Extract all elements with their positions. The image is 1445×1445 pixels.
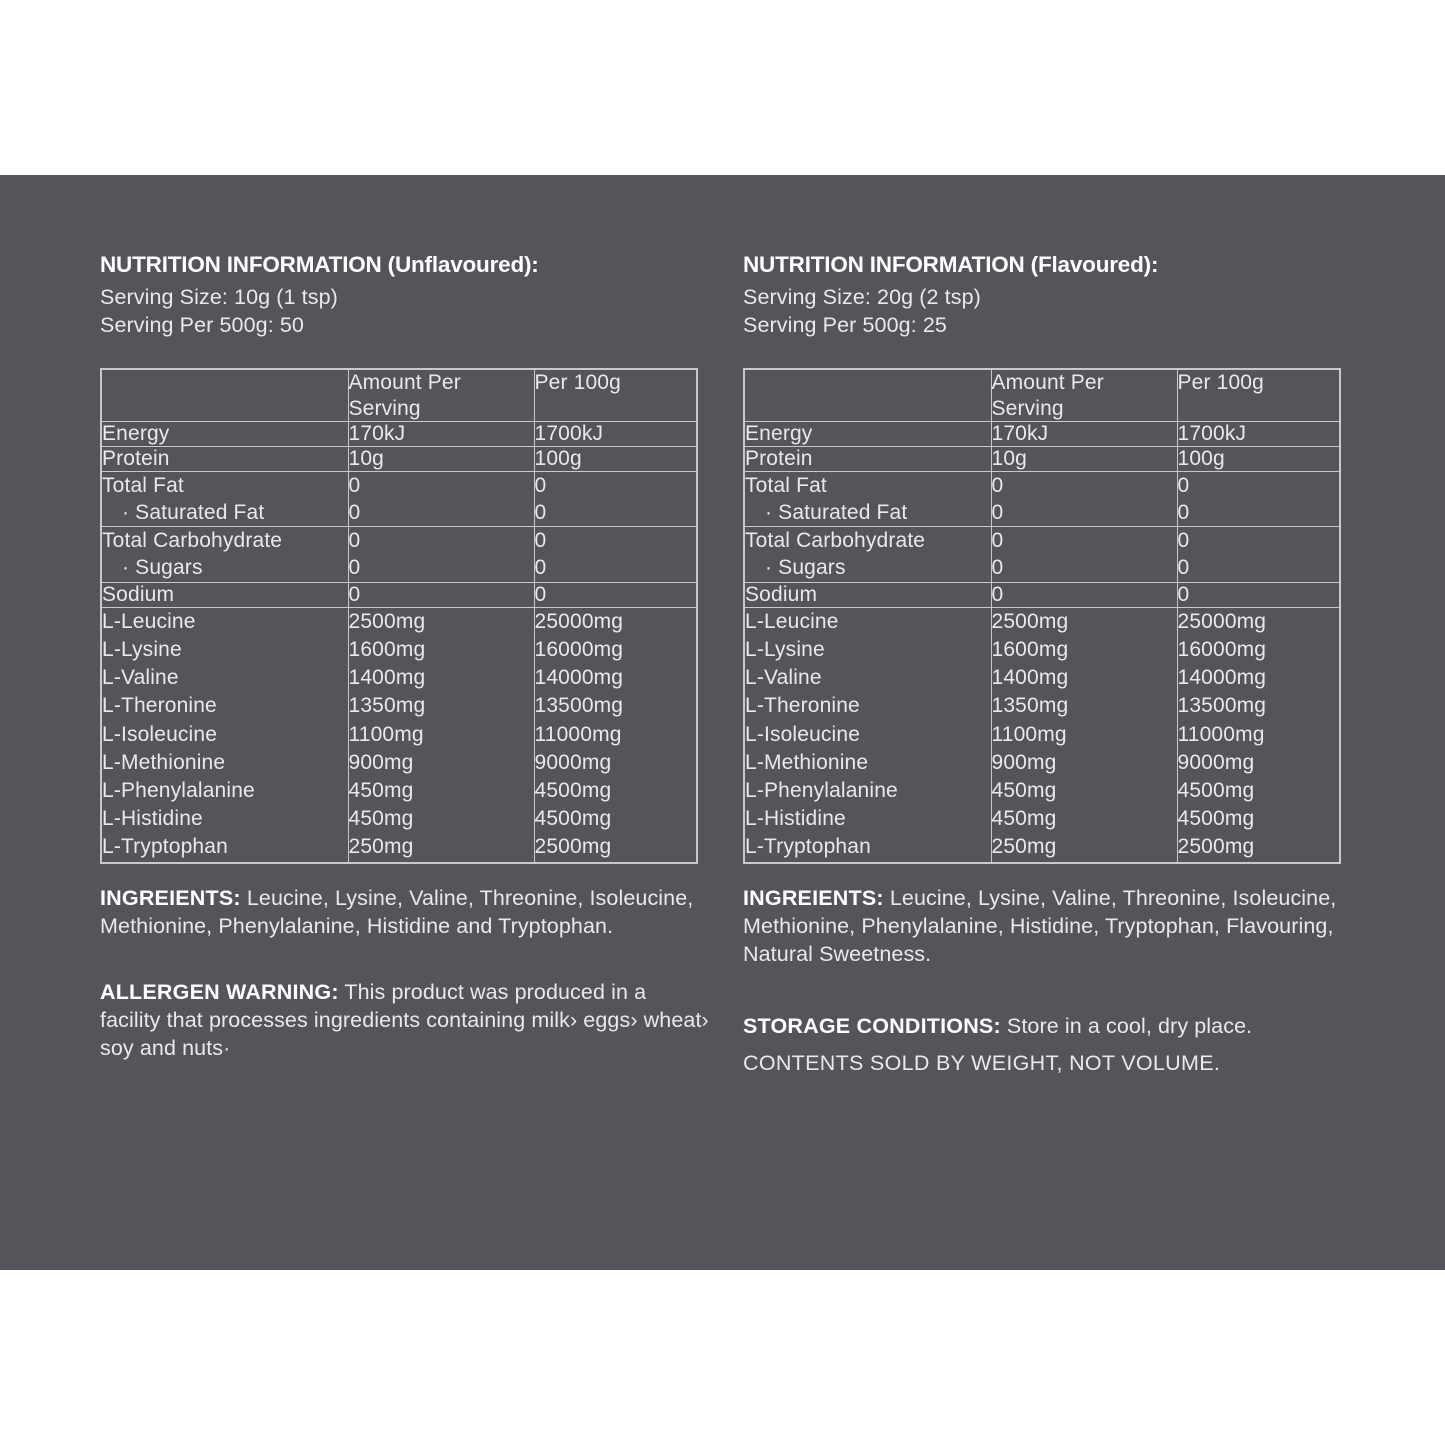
amino-serving: 1400mg: [348, 666, 426, 690]
ingredients-heading: INGREIENTS:: [743, 885, 884, 910]
label-total-carbohydrate: Total Carbohydrate: [102, 529, 283, 553]
amino-per100g: 16000mg: [534, 637, 624, 661]
amino-serving: 1400mg: [991, 666, 1069, 690]
serving-size-flavoured: Serving Size: 20g (2 tsp): [743, 285, 981, 309]
header-line-1: Amount Per: [348, 371, 461, 395]
storage-text: [743, 1012, 1355, 1040]
label-sugars-text: Sugars: [135, 556, 203, 580]
allergen-heading: ALLERGEN WARNING:: [100, 979, 339, 1004]
row-serving-total-carbohydrate: [991, 527, 1177, 582]
amino-name: L-Theronine: [102, 694, 217, 718]
amino-acid-per100g-values: [1177, 607, 1340, 863]
row-serving-energy: 170kJ: [348, 422, 534, 447]
amino-name: L-Tryptophan: [102, 835, 228, 859]
ingredients-body: Leucine, Lysine, Valine, Threonine, Isoleucine, Methionine, Phenylalanine, Histidine and Tryptophan.: [100, 885, 694, 938]
row-per100g-total-carbohydrate: [534, 527, 697, 582]
row-serving-energy: 170kJ: [991, 422, 1177, 447]
table-row-total-carbohydrate: [744, 527, 1340, 582]
bullet-icon: ·: [765, 556, 773, 580]
nutrition-title-unflavoured: NUTRITION INFORMATION (Unflavoured):: [100, 252, 539, 277]
amino-per100g: 9000mg: [534, 750, 612, 774]
header-line-1: Amount Per: [991, 371, 1104, 395]
amino-per100g: 4500mg: [534, 807, 612, 831]
amino-name: L-Phenylalanine: [745, 778, 898, 802]
amino-name: L-Methionine: [102, 750, 226, 774]
table-row-energy: [744, 422, 1340, 447]
amino-per100g: 13500mg: [534, 694, 624, 718]
value-total-carbohydrate-serving: 0: [348, 529, 361, 553]
ingredients-block-flavoured: [743, 884, 1355, 968]
value-total-carbohydrate-per100g: 0: [1177, 529, 1190, 553]
amino-serving: 1100mg: [991, 722, 1067, 746]
header-per-100g: Per 100g: [534, 369, 697, 422]
table-header-row: [744, 369, 1340, 422]
row-per100g-energy: 1700kJ: [1177, 422, 1340, 447]
value-total-fat-per100g: 0: [534, 474, 547, 498]
value-total-fat-serving: 0: [348, 474, 361, 498]
allergen-block-unflavoured: [100, 978, 712, 1062]
table-row-sodium: [101, 582, 697, 607]
value-total-fat-serving: 0: [991, 474, 1004, 498]
value-sugars-serving: 0: [991, 556, 1004, 580]
table-row-sodium: [744, 582, 1340, 607]
table-row-total-fat: [744, 472, 1340, 527]
value-saturated-fat-per100g: 0: [1177, 501, 1190, 525]
amino-acid-per100g-values: [534, 607, 697, 863]
row-per100g-protein: 100g: [1177, 447, 1340, 472]
amino-name: L-Leucine: [102, 609, 196, 633]
amino-acid-serving-values: [991, 607, 1177, 863]
row-per100g-sodium: 0: [1177, 582, 1340, 607]
nutrition-table-flavoured: [743, 368, 1341, 864]
row-serving-protein: 10g: [991, 447, 1177, 472]
label-sugars: [102, 554, 348, 581]
row-label-total-carbohydrate: [101, 527, 348, 582]
amino-serving: 250mg: [991, 835, 1057, 859]
table-row-amino-acids: [101, 607, 697, 863]
amino-per100g: 14000mg: [1177, 666, 1267, 690]
table-header-row: [101, 369, 697, 422]
bullet-icon: ·: [122, 556, 130, 580]
row-serving-total-fat: [348, 472, 534, 527]
row-label-sodium: Sodium: [101, 582, 348, 607]
row-label-energy: Energy: [744, 422, 991, 447]
row-serving-total-fat: [991, 472, 1177, 527]
amino-serving: 900mg: [348, 750, 414, 774]
header-per-100g: Per 100g: [1177, 369, 1340, 422]
amino-per100g: 4500mg: [1177, 807, 1255, 831]
row-per100g-protein: 100g: [534, 447, 697, 472]
label-saturated-fat-text: Saturated Fat: [778, 501, 908, 525]
value-total-fat-per100g: 0: [1177, 474, 1190, 498]
row-serving-sodium: 0: [348, 582, 534, 607]
amino-serving: 450mg: [991, 807, 1057, 831]
ingredients-text-flavoured: [743, 884, 1355, 968]
storage-body: Store in a cool, dry place.: [1000, 1014, 1253, 1039]
amino-name: L-Leucine: [745, 609, 839, 633]
nutrition-title-flavoured: NUTRITION INFORMATION (Flavoured):: [743, 252, 1159, 277]
amino-per100g: 14000mg: [534, 666, 624, 690]
row-serving-total-carbohydrate: [348, 527, 534, 582]
nutrition-table-unflavoured: [100, 368, 698, 864]
amino-serving: 1600mg: [348, 637, 426, 661]
row-label-total-fat: [101, 472, 348, 527]
table-row-total-fat: [101, 472, 697, 527]
amino-per100g: 4500mg: [1177, 778, 1255, 802]
amino-per100g: 25000mg: [534, 609, 624, 633]
row-serving-protein: 10g: [348, 447, 534, 472]
panel-columns: [0, 175, 1445, 1077]
storage-heading: STORAGE CONDITIONS:: [743, 1014, 1001, 1039]
amino-name: L-Valine: [745, 666, 822, 690]
value-total-carbohydrate-serving: 0: [991, 529, 1004, 553]
amino-per100g: 16000mg: [1177, 637, 1267, 661]
header-blank-cell: [101, 369, 348, 422]
label-sugars: [745, 554, 991, 581]
amino-per100g: 25000mg: [1177, 609, 1267, 633]
label-total-carbohydrate: Total Carbohydrate: [745, 529, 926, 553]
ingredients-text-unflavoured: [100, 884, 712, 940]
ingredients-block-unflavoured: [100, 884, 712, 940]
amino-serving: 900mg: [991, 750, 1057, 774]
table-row-protein: [744, 447, 1340, 472]
ingredients-body: Leucine, Lysine, Valine, Threonine, Isoleucine, Methionine, Phenylalanine, Histidine, Tryptophan, Flavouring, Natural Sweetness.: [743, 885, 1337, 966]
label-saturated-fat-text: Saturated Fat: [135, 501, 265, 525]
row-per100g-energy: 1700kJ: [534, 422, 697, 447]
nutrition-column-unflavoured: [100, 175, 740, 1077]
value-saturated-fat-serving: 0: [348, 501, 361, 525]
row-label-protein: Protein: [744, 447, 991, 472]
header-line-2: Serving: [348, 396, 421, 420]
value-sugars-per100g: 0: [1177, 556, 1190, 580]
amino-serving: 1100mg: [348, 722, 424, 746]
row-per100g-sodium: 0: [534, 582, 697, 607]
row-label-energy: Energy: [101, 422, 348, 447]
value-sugars-per100g: 0: [534, 556, 547, 580]
header-line-2: Serving: [991, 396, 1064, 420]
row-per100g-total-carbohydrate: [1177, 527, 1340, 582]
amino-name: L-Methionine: [745, 750, 869, 774]
row-label-total-carbohydrate: [744, 527, 991, 582]
amino-serving: 450mg: [348, 778, 414, 802]
value-sugars-serving: 0: [348, 556, 361, 580]
value-saturated-fat-per100g: 0: [534, 501, 547, 525]
amino-per100g: 2500mg: [534, 835, 612, 859]
amino-name: L-Phenylalanine: [102, 778, 255, 802]
amino-serving: 450mg: [991, 778, 1057, 802]
bullet-icon: ·: [122, 501, 130, 525]
amino-serving: 250mg: [348, 835, 414, 859]
header-amount-per-serving: [348, 369, 534, 422]
amino-serving: 1350mg: [348, 694, 426, 718]
contents-note: CONTENTS SOLD BY WEIGHT, NOT VOLUME.: [743, 1051, 1221, 1076]
row-label-protein: Protein: [101, 447, 348, 472]
table-row-protein: [101, 447, 697, 472]
amino-serving: 1350mg: [991, 694, 1069, 718]
amino-serving: 450mg: [348, 807, 414, 831]
amino-name: L-Histidine: [102, 807, 203, 831]
amino-name: L-Theronine: [745, 694, 860, 718]
row-label-sodium: Sodium: [744, 582, 991, 607]
amino-acid-names: [101, 607, 348, 863]
table-row-amino-acids: [744, 607, 1340, 863]
amino-per100g: 11000mg: [1177, 722, 1265, 746]
nutrition-panel: [0, 175, 1445, 1270]
amino-name: L-Histidine: [745, 807, 846, 831]
amino-acid-serving-values: [348, 607, 534, 863]
label-saturated-fat: [745, 499, 991, 526]
table-row-energy: [101, 422, 697, 447]
header-amount-per-serving: [991, 369, 1177, 422]
label-total-fat: Total Fat: [102, 474, 184, 498]
row-per100g-total-fat: [1177, 472, 1340, 527]
amino-acid-names: [744, 607, 991, 863]
allergen-text: [100, 978, 712, 1062]
table-row-total-carbohydrate: [101, 527, 697, 582]
amino-serving: 1600mg: [991, 637, 1069, 661]
amino-name: L-Isoleucine: [102, 722, 218, 746]
amino-serving: 2500mg: [348, 609, 426, 633]
amino-per100g: 9000mg: [1177, 750, 1255, 774]
row-serving-sodium: 0: [991, 582, 1177, 607]
amino-name: L-Isoleucine: [745, 722, 861, 746]
servings-per-pack-unflavoured: Serving Per 500g: 50: [100, 312, 304, 337]
amino-name: L-Valine: [102, 666, 179, 690]
bullet-icon: ·: [765, 501, 773, 525]
label-saturated-fat: [102, 499, 348, 526]
amino-name: L-Tryptophan: [745, 835, 871, 859]
row-label-total-fat: [744, 472, 991, 527]
amino-name: L-Lysine: [102, 637, 182, 661]
amino-per100g: 13500mg: [1177, 694, 1267, 718]
label-total-fat: Total Fat: [745, 474, 827, 498]
amino-serving: 2500mg: [991, 609, 1069, 633]
amino-name: L-Lysine: [745, 637, 825, 661]
label-sugars-text: Sugars: [778, 556, 846, 580]
amino-per100g: 4500mg: [534, 778, 612, 802]
header-blank-cell: [744, 369, 991, 422]
servings-per-pack-flavoured: Serving Per 500g: 25: [743, 312, 947, 337]
amino-per100g: 11000mg: [534, 722, 622, 746]
allergen-body: This product was produced in a facility that processes ingredients containing milk› eggs› wheat› soy and nuts·: [100, 979, 709, 1061]
serving-size-unflavoured: Serving Size: 10g (1 tsp): [100, 285, 338, 309]
row-per100g-total-fat: [534, 472, 697, 527]
value-saturated-fat-serving: 0: [991, 501, 1004, 525]
ingredients-heading: INGREIENTS:: [100, 885, 241, 910]
storage-block-flavoured: [743, 1012, 1355, 1077]
value-total-carbohydrate-per100g: 0: [534, 529, 547, 553]
amino-per100g: 2500mg: [1177, 835, 1255, 859]
nutrition-column-flavoured: [743, 175, 1383, 1077]
